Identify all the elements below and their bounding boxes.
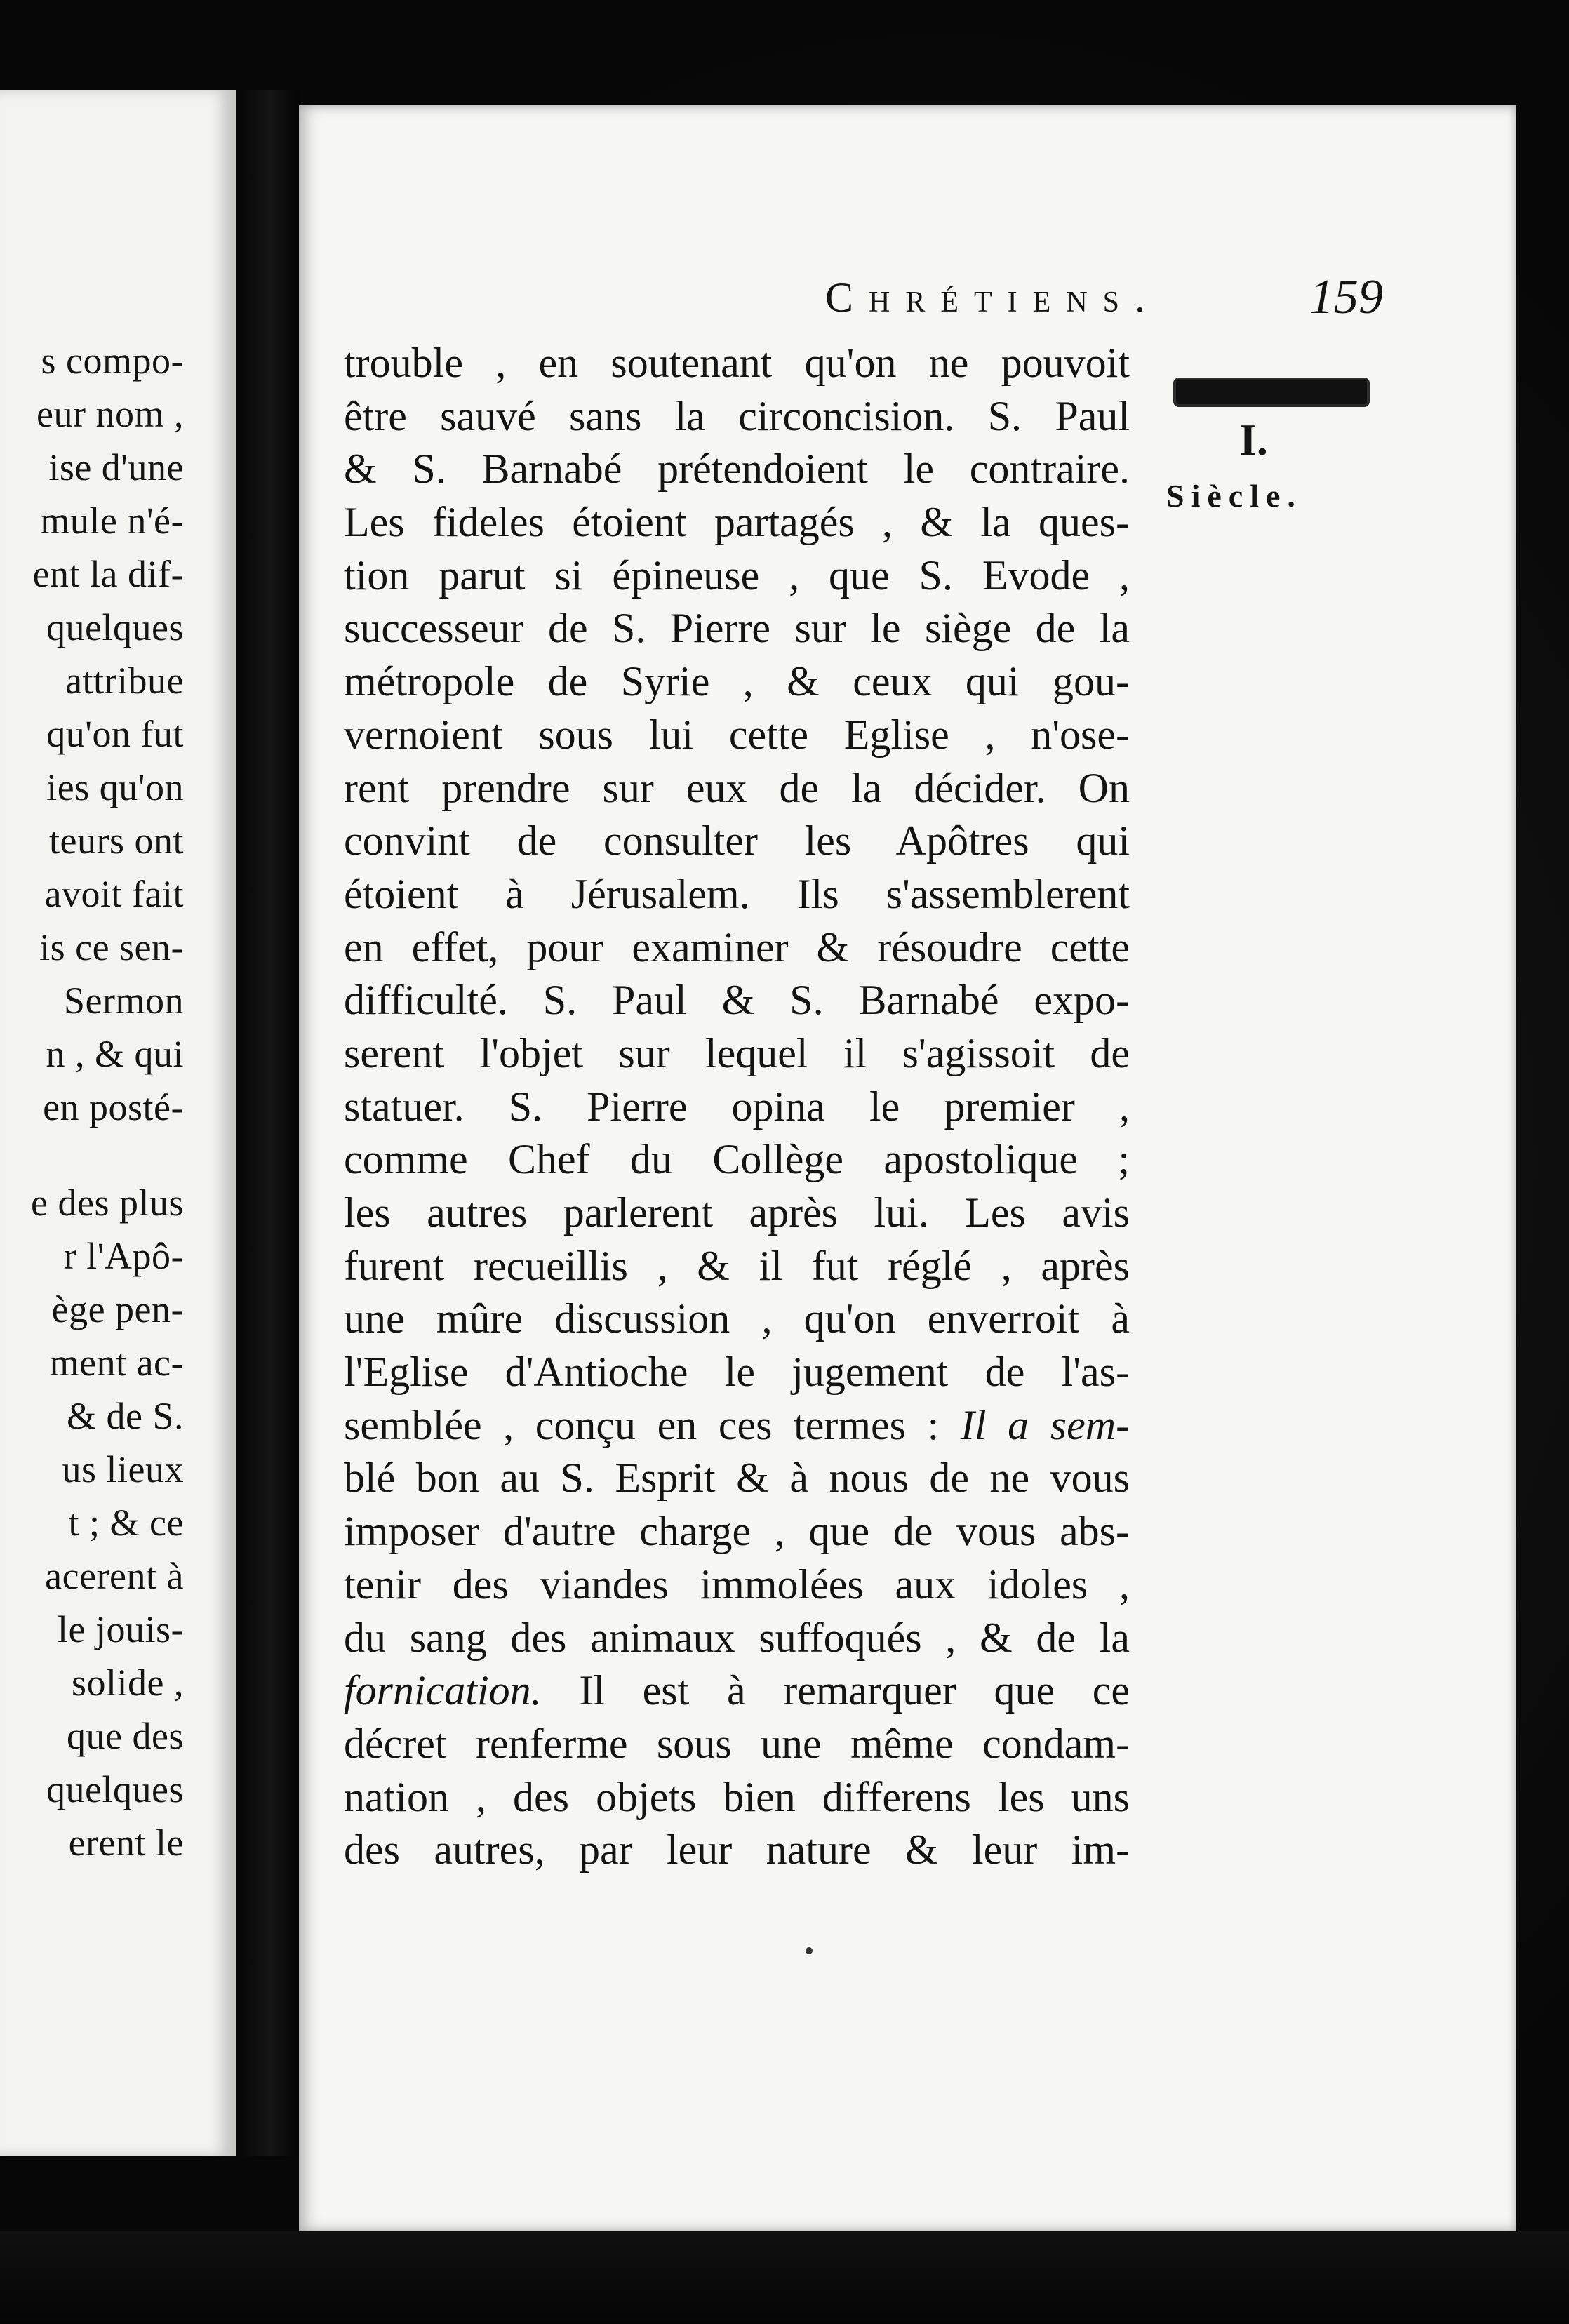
text-line: ise d'une (48, 446, 184, 488)
text-line: quelques (46, 1768, 184, 1810)
text-line: ment ac- (49, 1342, 184, 1384)
text-line: teurs ont (49, 820, 184, 862)
text-line: décret renferme sous une même condam- (344, 1720, 1130, 1767)
text-line: être sauvé sans la circoncision. S. Paul (344, 392, 1130, 439)
text-line: statuer. S. Pierre opina le premier , (344, 1083, 1130, 1130)
text-line: rent prendre sur eux de la décider. On (344, 764, 1130, 811)
text-line: t ; & ce (68, 1502, 184, 1544)
text-line: ent la dif- (32, 553, 184, 595)
text-line-mixed (344, 1399, 1130, 1452)
text-line: tion parut si épineuse , que S. Evode , (344, 552, 1130, 599)
text-line: r l'Apô- (63, 1235, 184, 1277)
text-line: convint de consulter les Apôtres qui (344, 817, 1130, 864)
text-line: les autres parlerent après lui. Les avis (344, 1189, 1130, 1236)
text-segment: semblée , conçu en ces termes : (344, 1401, 940, 1448)
text-line: qu'on fut (46, 713, 184, 755)
text-line: Les fideles étoient partagés , & la ques- (344, 499, 1130, 546)
paragraph-gap (0, 1134, 184, 1176)
text-line: is ce sen- (39, 926, 184, 968)
text-line: nation , des objets bien differens les uns (344, 1773, 1130, 1820)
text-line: trouble , en soutenant qu'on ne pouvoit (344, 340, 1130, 386)
text-line: acerent à (45, 1555, 184, 1597)
text-line: successeur de S. Pierre sur le siège de la (344, 605, 1130, 652)
text-line: l'Eglise d'Antioche le jugement de l'as- (344, 1349, 1130, 1396)
left-page-text (0, 334, 184, 1869)
left-page (0, 90, 236, 2156)
text-line: Sermon (64, 980, 184, 1022)
page-number: 159 (1309, 270, 1383, 324)
italic-text-line: blé bon au S. Esprit & à nous de ne vous (344, 1455, 1130, 1502)
margin-century-label: Siècle. (1166, 478, 1302, 514)
text-line: comme Chef du Collège apostolique ; (344, 1136, 1130, 1183)
text-line: ège pen- (51, 1288, 184, 1330)
text-line: & S. Barnabé prétendoient le contraire. (344, 446, 1130, 493)
running-head-title: Chrétiens. (825, 274, 1161, 321)
italic-text-line: tenir des viandes immolées aux idoles , (344, 1561, 1130, 1608)
text-line: une mûre discussion , qu'on enverroit à (344, 1295, 1130, 1342)
text-line: furent recueillis , & il fut réglé , après (344, 1242, 1130, 1289)
text-line: le jouis- (58, 1608, 184, 1650)
text-line: ies qu'on (46, 766, 184, 808)
text-line: us lieux (62, 1448, 184, 1490)
text-line-mixed (344, 1664, 1130, 1718)
text-line: métropole de Syrie , & ceux qui gou- (344, 658, 1130, 705)
margin-rule (1176, 380, 1367, 404)
text-line: quelques (46, 606, 184, 648)
text-line: des autres, par leur nature & leur im- (344, 1827, 1130, 1874)
scan-bottom-edge (0, 2231, 1569, 2324)
text-line: solide , (72, 1662, 184, 1704)
margin-century-number: I. (1239, 415, 1268, 465)
text-line: en posté- (43, 1086, 184, 1128)
text-line: n , & qui (46, 1033, 184, 1075)
body-text (344, 337, 1130, 1877)
ink-speck (806, 1947, 813, 1954)
text-line: mule n'é- (40, 500, 184, 542)
text-line: avoit fait (44, 873, 184, 915)
text-line: vernoient sous lui cette Eglise , n'ose- (344, 711, 1130, 758)
text-line: en effet, pour examiner & résoudre cette (344, 923, 1130, 970)
right-page (299, 105, 1516, 2231)
text-line: difficulté. S. Paul & S. Barnabé expo- (344, 977, 1130, 1024)
text-line: erent le (68, 1822, 184, 1864)
text-line: serent l'objet sur lequel il s'agissoit de (344, 1029, 1130, 1076)
book-gutter (236, 90, 299, 2156)
text-line: que des (67, 1715, 184, 1757)
text-segment: Il est à remarquer que ce (579, 1667, 1130, 1714)
text-line: s compo- (41, 340, 184, 382)
text-line: & de S. (66, 1395, 184, 1437)
italic-segment: fornication. (344, 1667, 542, 1714)
italic-segment: Il a sem- (960, 1401, 1130, 1448)
text-line: e des plus (31, 1182, 184, 1224)
italic-text-line: imposer d'autre charge , que de vous abs- (344, 1508, 1130, 1555)
text-line: attribue (65, 660, 184, 702)
text-line: eur nom , (36, 393, 184, 435)
text-line: étoient à Jérusalem. Ils s'assemblerent (344, 870, 1130, 917)
italic-text-line: du sang des animaux suffoqués , & de la (344, 1614, 1130, 1661)
